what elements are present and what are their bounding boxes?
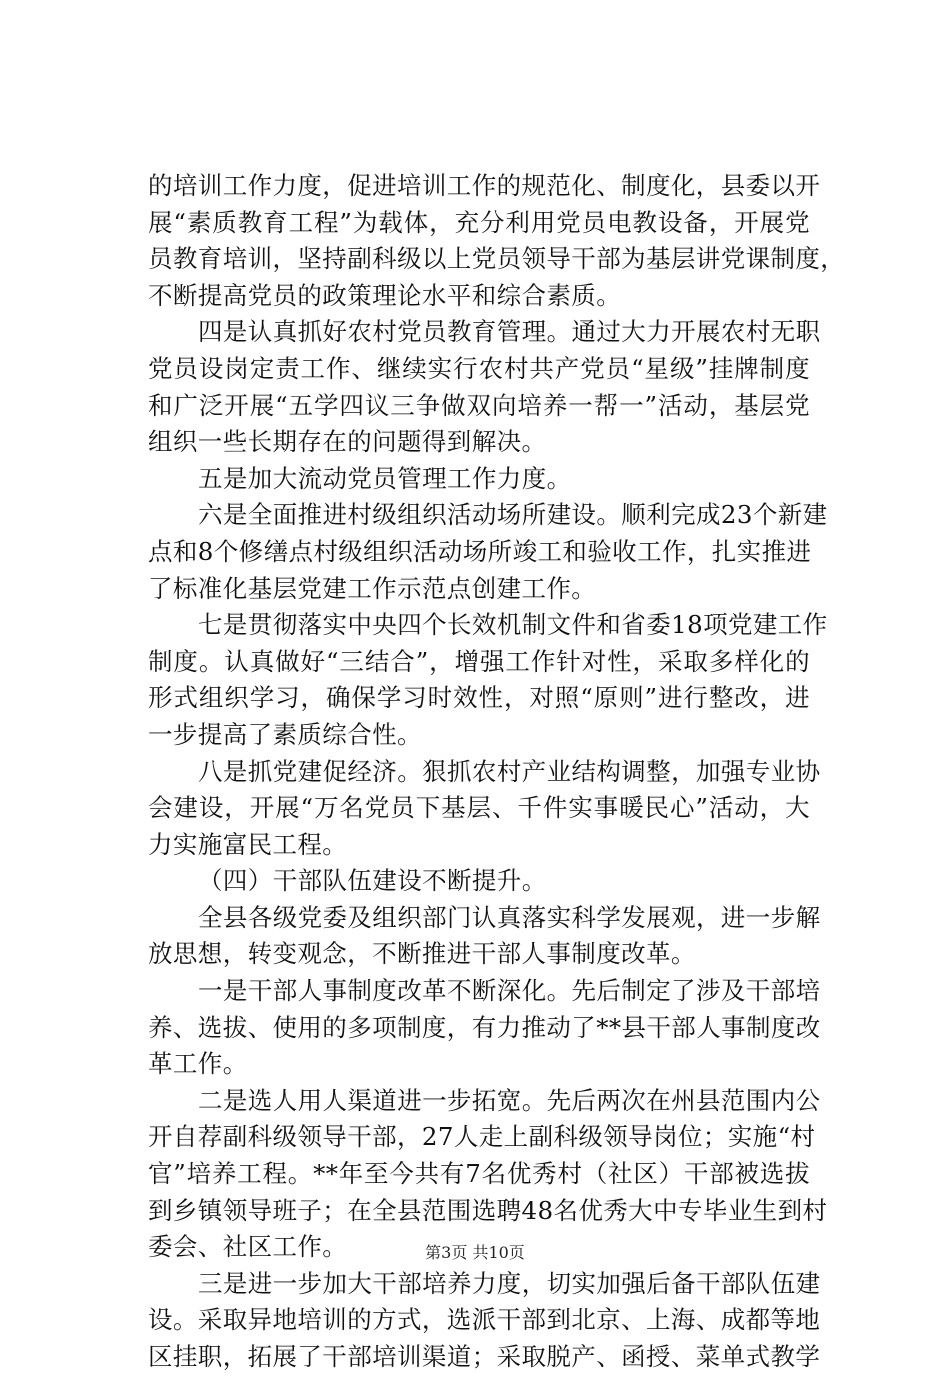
text-line: 三是进一步加大干部培养力度，切实加强后备干部队伍建 [198,1268,821,1298]
text-line: 一步提高了素质综合性。 [148,719,422,749]
text-line: 设。采取异地培训的方式，选派干部到北京、上海、成都等地 [148,1305,821,1335]
text-line: 制度。认真做好“三结合”，增强工作针对性，采取多样化的 [148,646,810,676]
text-line: 四是认真抓好农村党员教育管理。通过大力开展农村无职 [198,317,821,347]
text-line: 的培训工作力度，促进培训工作的规范化、制度化，县委以开 [148,171,821,200]
text-line: 了标准化基层党建工作示范点创建工作。 [148,573,597,603]
text-line: 形式组织学习，确保学习时效性，对照“原则”进行整改，进 [148,683,810,713]
text-line: 组织一些长期存在的问题得到解决。 [148,427,547,457]
text-line: 五是加大流动党员管理工作力度。 [198,463,572,493]
text-line: 和广泛开展“五学四议三争做双向培养一帮一”活动，基层党 [148,390,810,420]
text-line: 力实施富民工程。 [148,829,348,859]
text-line: 养、选拔、使用的多项制度，有力推动了**县干部人事制度改 [148,1012,821,1042]
document-body [148,168,846,1376]
text-line: 二是选人用人渠道进一步拓宽。先后两次在州县范围内公 [198,1085,821,1115]
text-line: 八是抓党建促经济。狠抓农村产业结构调整，加强专业协 [198,756,821,786]
text-line: 员教育培训，坚持副科级以上党员领导干部为基层讲党课制度， [148,244,846,274]
text-line: 展“素质教育工程”为载体，充分利用党员电教设备，开展党 [148,207,810,237]
text-line: 委会、社区工作。 [148,1232,348,1262]
text-line: 不断提高党员的政策理论水平和综合素质。 [148,280,622,310]
text-line: 党员设岗定责工作、继续实行农村共产党员“星级”挂牌制度 [148,353,810,383]
page-footer: 第3页 共10页 [425,1243,525,1262]
text-line: 官”培养工程。**年至今共有7名优秀村（社区）干部被选拔 [148,1159,810,1189]
text-line: 到乡镇领导班子；在全县范围选聘48名优秀大中专毕业生到村 [148,1195,828,1225]
text-line: 六是全面推进村级组织活动场所建设。顺利完成23个新建 [198,500,828,530]
text-line: 革工作。 [148,1049,248,1079]
text-line: 放思想，转变观念，不断推进干部人事制度改革。 [148,939,696,969]
text-line: 点和8个修缮点村级组织活动场所竣工和验收工作，扎实推进 [148,536,812,566]
text-line: 七是贯彻落实中央四个长效机制文件和省委18项党建工作 [198,610,828,640]
text-line: 区挂职，拓展了干部培训渠道；采取脱产、函授、菜单式教学 [148,1342,821,1371]
text-line: 一是干部人事制度改革不断深化。先后制定了涉及干部培 [198,976,821,1006]
text-line: 会建设，开展“万名党员下基层、千件实事暖民心”活动，大 [148,793,810,823]
text-line: 开自荐副科级领导干部，27人走上副科级领导岗位；实施“村 [148,1122,816,1152]
text-line: （四）干部队伍建设不断提升。 [198,866,547,896]
text-line: 全县各级党委及组织部门认真落实科学发展观，进一步解 [198,902,821,932]
